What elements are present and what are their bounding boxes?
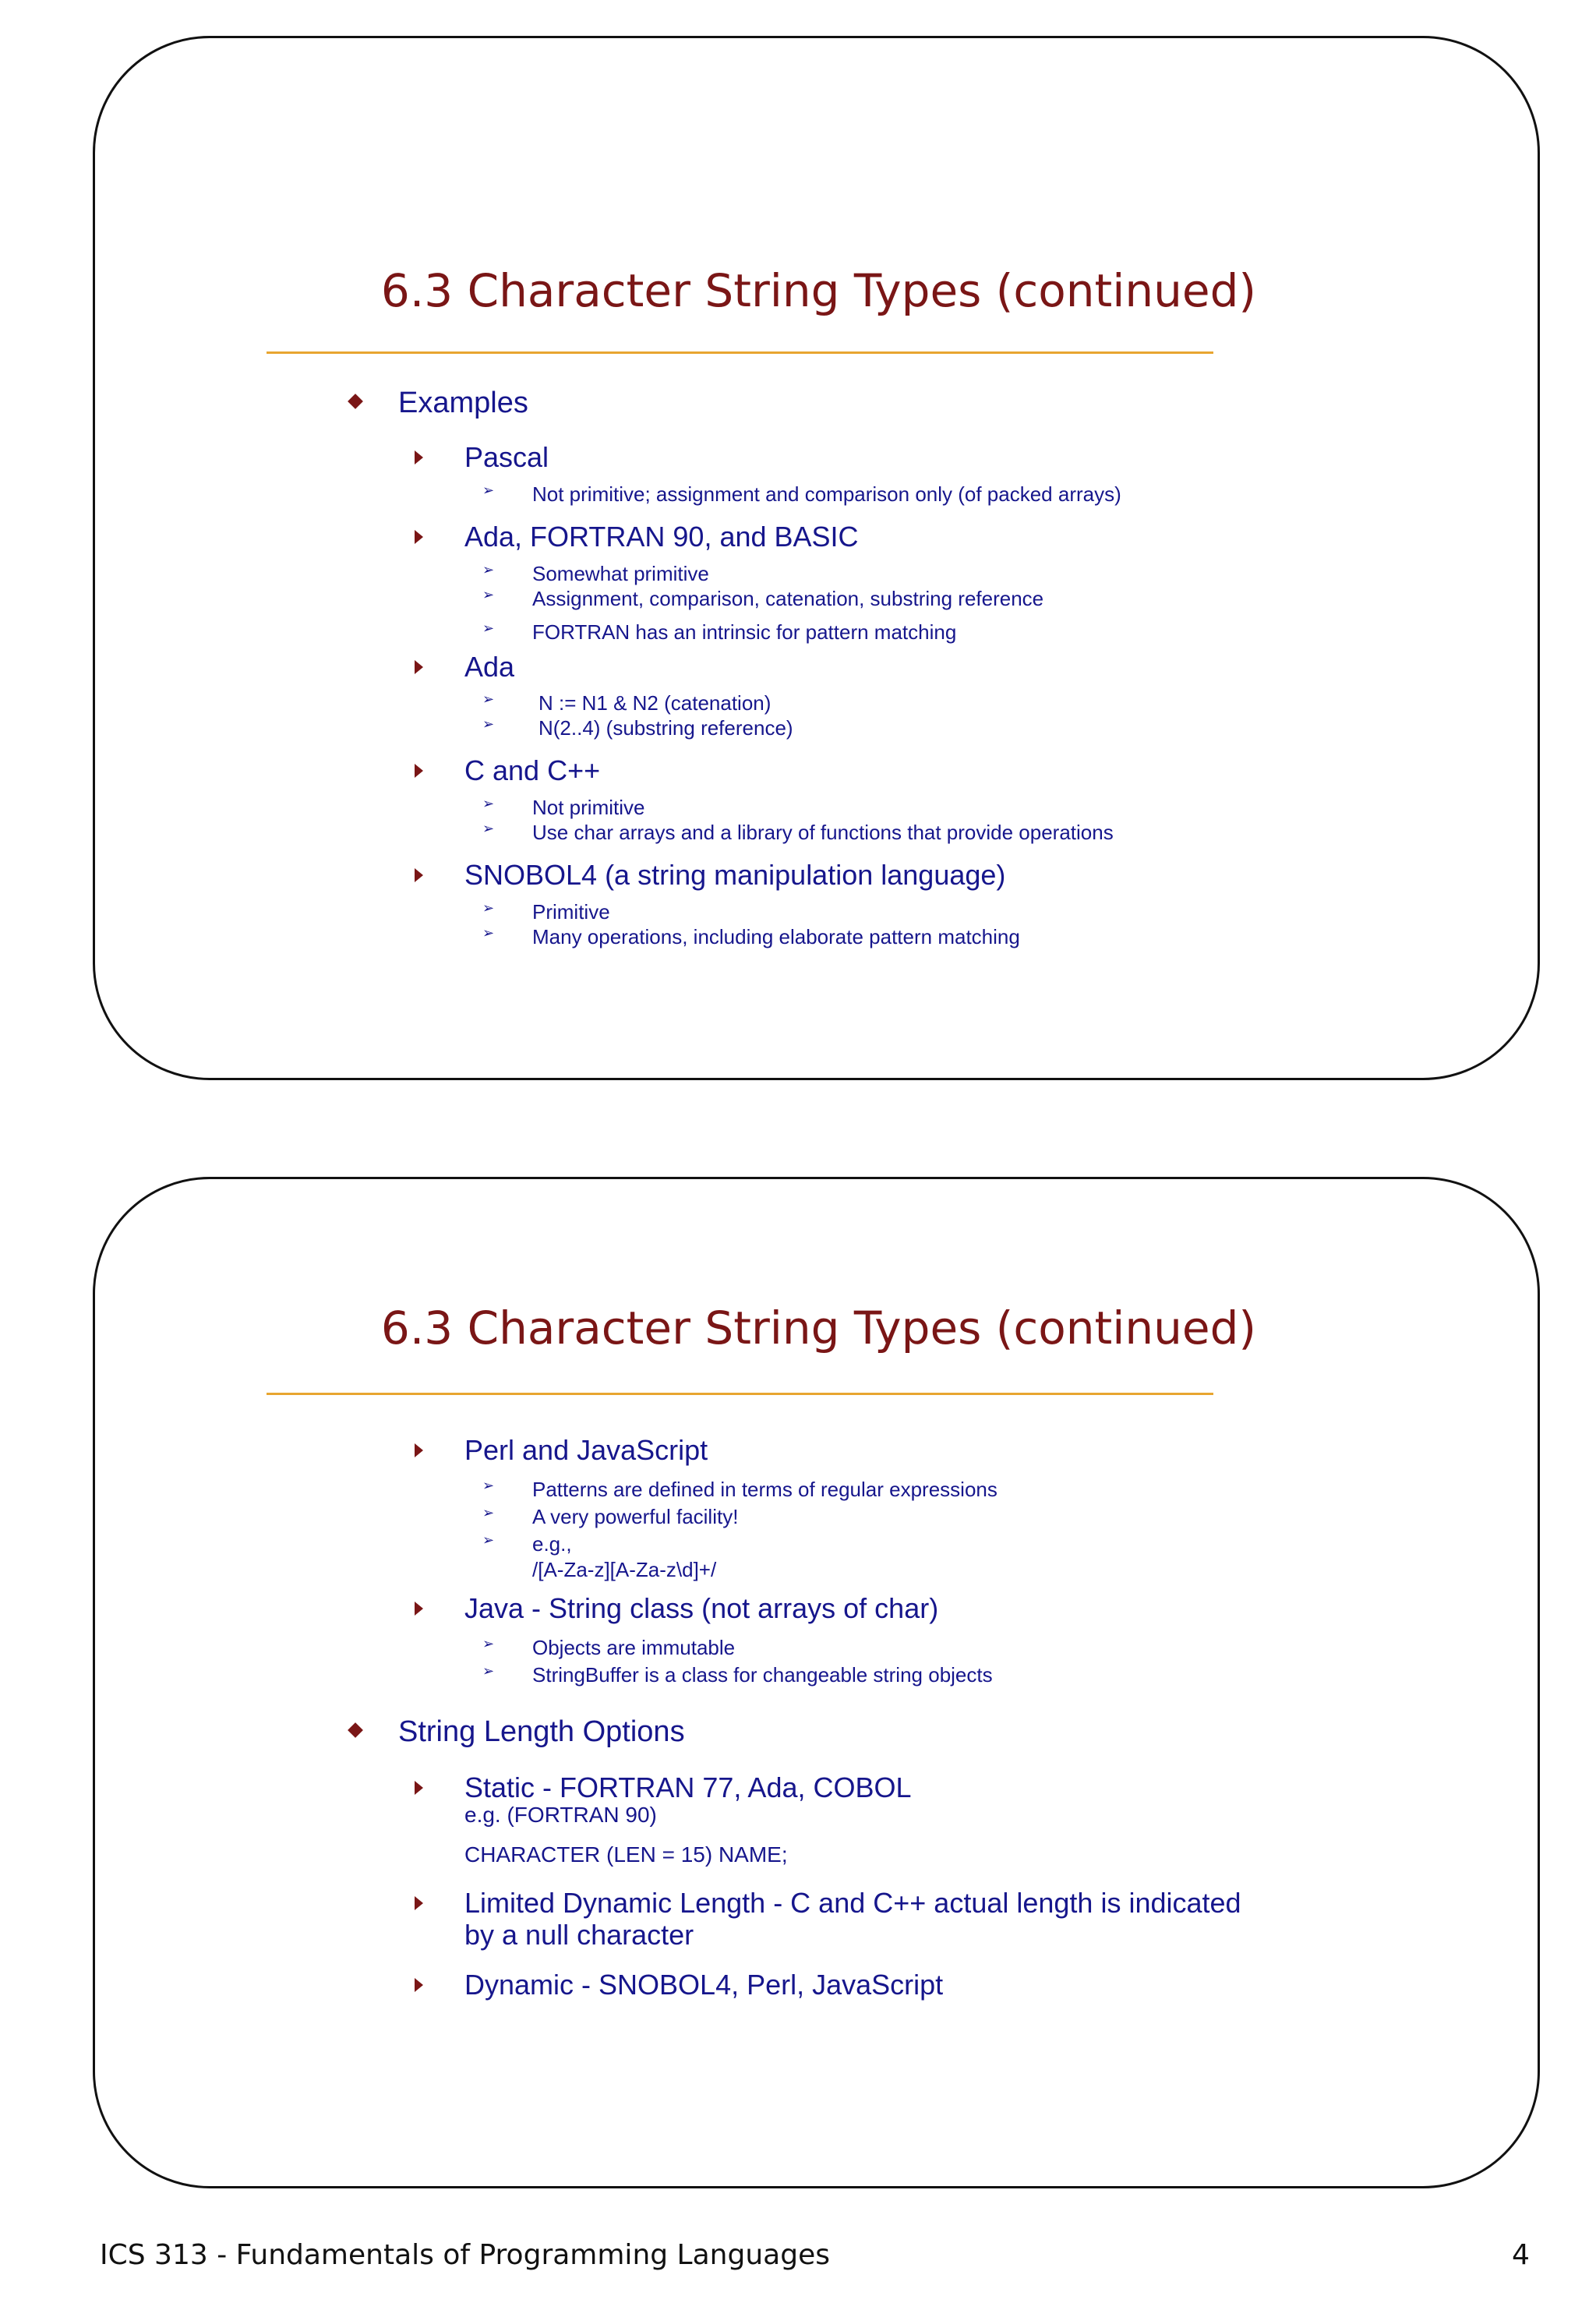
c-cpp-label: C and C++ — [464, 754, 601, 786]
bullet-dynamic — [464, 1969, 943, 2001]
list-item: ➢ A very powerful facility! — [482, 1505, 739, 1528]
arrow-bullet-icon: ➢ — [482, 691, 495, 708]
list-item: ➢ Assignment, comparison, catenation, substring reference — [482, 587, 1044, 610]
bullet-ada-fortran-basic — [464, 521, 859, 553]
limited-line-2: by a null character — [464, 1919, 694, 1951]
list-item: ➢ Primitive — [482, 900, 610, 924]
ada-label: Ada — [464, 651, 515, 683]
perl-js-label: Perl and JavaScript — [464, 1434, 708, 1466]
slide-2 — [93, 1177, 1540, 2188]
bullet-c-cpp — [464, 754, 600, 787]
arrow-bullet-icon: ➢ — [482, 1532, 495, 1549]
slide-1-title: 6.3 Character String Types (continued) — [380, 264, 1257, 317]
arrow-bullet-icon: ➢ — [482, 796, 495, 812]
footer-course-title: ICS 313 - Fundamentals of Programming Languages — [100, 2239, 830, 2271]
diamond-bullet-icon — [348, 394, 363, 409]
title-underline — [267, 351, 1213, 354]
static-label: Static - FORTRAN 77, Ada, COBOL — [464, 1771, 912, 1803]
list-item: ➢ Patterns are defined in terms of regular expressions — [482, 1478, 998, 1501]
pascal-label: Pascal — [464, 441, 549, 473]
static-example-code: CHARACTER (LEN = 15) NAME; — [464, 1842, 788, 1867]
regex-example: /[A-Za-z][A-Za-z\d]+/ — [532, 1558, 717, 1581]
list-item: ➢ e.g., — [482, 1532, 572, 1556]
title-underline — [267, 1393, 1213, 1395]
triangle-bullet-icon — [415, 660, 423, 674]
list-item: ➢ N := N1 & N2 (catenation) — [482, 691, 772, 715]
triangle-bullet-icon — [415, 1978, 423, 1992]
triangle-bullet-icon — [415, 450, 423, 464]
list-item: ➢ N(2..4) (substring reference) — [482, 716, 793, 740]
bullet-ada — [464, 651, 514, 683]
arrow-bullet-icon: ➢ — [482, 925, 495, 941]
arrow-bullet-icon: ➢ — [482, 821, 495, 837]
java-label: Java - String class (not arrays of char) — [464, 1592, 939, 1624]
examples-label: Examples — [398, 387, 528, 419]
triangle-bullet-icon — [415, 1781, 423, 1795]
list-item: ➢ Not primitive — [482, 796, 645, 819]
arrow-bullet-icon: ➢ — [482, 1478, 495, 1494]
bullet-pascal — [464, 441, 549, 474]
list-item: ➢ Many operations, including elaborate pattern matching — [482, 925, 1020, 948]
arrow-bullet-icon: ➢ — [482, 1636, 495, 1652]
arrow-bullet-icon: ➢ — [482, 900, 495, 917]
arrow-bullet-icon: ➢ — [482, 1505, 495, 1521]
list-item: ➢ Objects are immutable — [482, 1636, 736, 1659]
list-item: ➢ Use char arrays and a library of functions that provide operations — [482, 821, 1114, 844]
arrow-bullet-icon: ➢ — [482, 482, 495, 499]
bullet-static — [464, 1771, 912, 1804]
list-item: ➢ Somewhat primitive — [482, 562, 709, 585]
list-item: ➢ FORTRAN has an intrinsic for pattern matching — [482, 620, 957, 644]
slide-2-title: 6.3 Character String Types (continued) — [380, 1302, 1257, 1355]
bullet-examples — [398, 387, 528, 420]
bullet-limited-dynamic — [464, 1887, 1241, 1920]
triangle-bullet-icon — [415, 1602, 423, 1616]
triangle-bullet-icon — [415, 764, 423, 778]
diamond-bullet-icon — [348, 1722, 363, 1738]
arrow-bullet-icon: ➢ — [482, 620, 495, 637]
arrow-bullet-icon: ➢ — [482, 716, 495, 733]
list-item: ➢ StringBuffer is a class for changeable string objects — [482, 1663, 993, 1687]
triangle-bullet-icon — [415, 530, 423, 544]
triangle-bullet-icon — [415, 1896, 423, 1910]
ada-fortran-basic-label: Ada, FORTRAN 90, and BASIC — [464, 521, 859, 553]
limited-line-1: Limited Dynamic Length - C and C++ actual length is indicated — [464, 1887, 1241, 1919]
triangle-bullet-icon — [415, 868, 423, 882]
length-options-label: String Length Options — [398, 1715, 685, 1748]
bullet-java — [464, 1592, 938, 1625]
arrow-bullet-icon: ➢ — [482, 587, 495, 603]
bullet-perl-javascript — [464, 1434, 708, 1467]
snobol4-label: SNOBOL4 (a string manipulation language) — [464, 859, 1006, 891]
slide-1 — [93, 36, 1540, 1080]
arrow-bullet-icon: ➢ — [482, 562, 495, 578]
static-example-label: e.g. (FORTRAN 90) — [464, 1803, 657, 1827]
bullet-string-length-options — [398, 1715, 685, 1749]
dynamic-label: Dynamic - SNOBOL4, Perl, JavaScript — [464, 1969, 944, 2001]
list-item: ➢ Not primitive; assignment and comparison only (of packed arrays) — [482, 482, 1121, 506]
triangle-bullet-icon — [415, 1443, 423, 1457]
bullet-snobol4 — [464, 859, 1005, 892]
arrow-bullet-icon: ➢ — [482, 1663, 495, 1680]
page-number: 4 — [1512, 2239, 1530, 2271]
